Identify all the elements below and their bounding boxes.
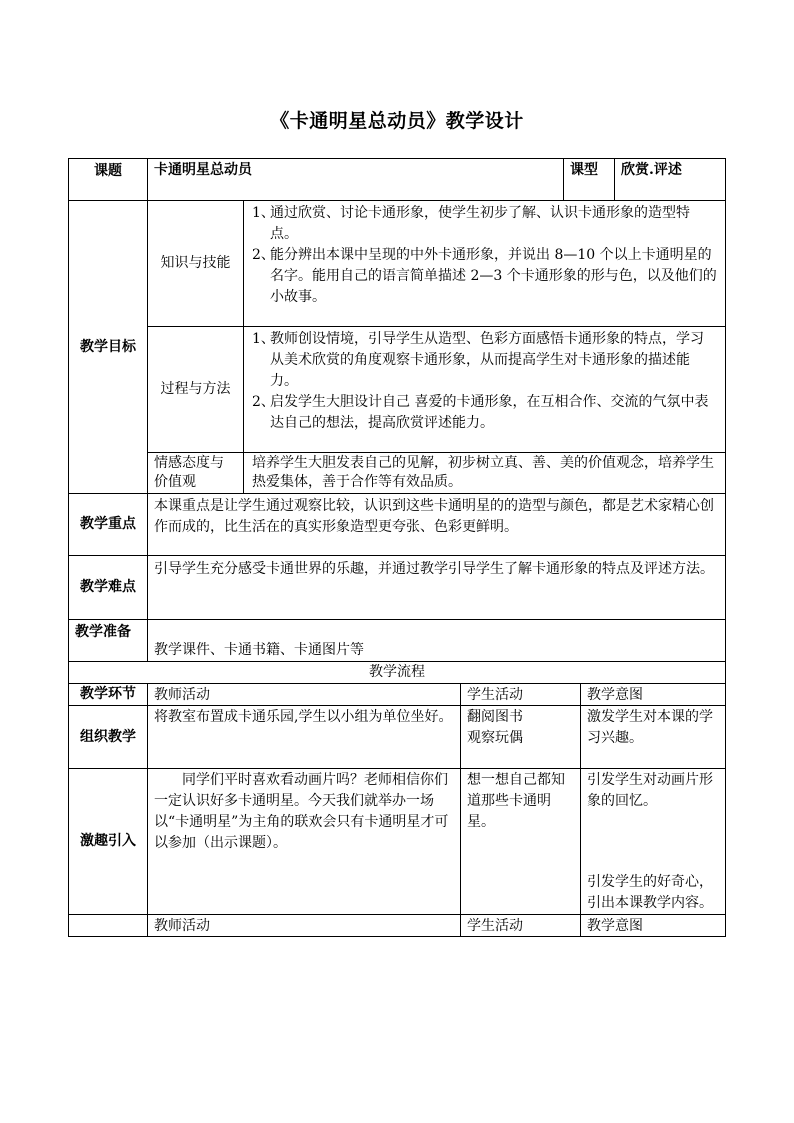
emotion-label: 情感态度与价值观 [154, 455, 224, 490]
type-value-cell [614, 158, 726, 201]
organize-student-2: 观察玩偶 [467, 730, 523, 746]
intro-student-cell [460, 768, 581, 915]
difficulty-label: 教学难点 [80, 579, 136, 595]
footer-intent: 教学意图 [580, 914, 726, 937]
emotion-content-cell [243, 452, 726, 494]
organize-student-cell [460, 705, 581, 769]
difficulty-text: 引导学生充分感受卡通世界的乐趣，并通过教学引导学生了解卡通形象的特点及评述方法。 [154, 561, 714, 577]
keypoint-content-cell [147, 493, 726, 556]
intro-intent-2: 引发学生的好奇心，引出本课教学内容。 [587, 874, 713, 911]
prep-text: 教学课件、卡通书籍、卡通图片等 [154, 642, 364, 658]
flow-title: 教学流程 [369, 664, 425, 680]
knowledge-item-2: 2、 能分辨出本课中呈现的中外卡通形象，并说出 8—10 个以上卡通明星的名字。能用自己的语言简单描述 2—3 个卡通形象的形与色，以及他们的小故事。 [252, 247, 717, 305]
knowledge-label: 知识与技能 [160, 255, 231, 271]
type-label-cell [563, 158, 615, 201]
topic-value: 卡通明星总动员 [154, 162, 252, 178]
type-label: 课型 [570, 162, 598, 178]
footer-stage-cell [68, 914, 148, 937]
type-value: 欣赏.评述 [621, 162, 682, 178]
prep-label-cell [68, 619, 148, 662]
emotion-label-cell [147, 452, 244, 494]
keypoint-label: 教学重点 [80, 516, 136, 532]
intro-intent-1: 引发学生对动画片形象的回忆。 [587, 772, 713, 809]
emotion-text: 培养学生大胆发表自己的见解，初步树立真、善、美的价值观念，培养学生热爱集体，善于合作等有效品质。 [252, 455, 714, 490]
prep-content-cell [147, 619, 726, 662]
organize-student-1: 翻阅图书 [467, 709, 523, 725]
flow-title-cell [68, 661, 726, 684]
process-item-1: 1、 教师创设情境，引导学生从造型、色彩方面感悟卡通形象的特点，学习从美术欣赏的角度观察卡通形象，从而提高学生对卡通形象的描述能力。 [252, 331, 704, 389]
process-content-cell [243, 326, 726, 453]
flow-header-teacher: 教师活动 [147, 683, 461, 706]
process-item-2: 2、 启发学生大胆设计自己 喜爱的卡通形象，在互相合作、交流的气氛中表达自己的想法，提高欣赏评述能力。 [252, 394, 709, 431]
process-label: 过程与方法 [160, 381, 231, 397]
organize-intent: 激发学生对本课的学习兴趣。 [587, 709, 713, 746]
topic-label: 课题 [94, 163, 122, 179]
flow-header-stage: 教学环节 [68, 683, 148, 706]
keypoint-label-cell [68, 493, 148, 556]
organize-intent-cell [580, 705, 726, 769]
topic-label-cell [68, 158, 148, 201]
footer-student: 学生活动 [460, 914, 581, 937]
intro-stage: 激趣引入 [80, 833, 136, 849]
keypoint-text: 本课重点是让学生通过观察比较，认识到这些卡通明星的的造型与颜色，都是艺术家精心创作而成的，比生活在的真实形象造型更夸张、色彩更鲜明。 [154, 498, 714, 535]
topic-value-cell [147, 158, 564, 201]
knowledge-content-cell [243, 200, 726, 327]
knowledge-item-1: 1、 通过欣赏、讨论卡通形象，使学生初步了解、认识卡通形象的造型特点。 [252, 205, 690, 242]
flow-header-student: 学生活动 [460, 683, 581, 706]
intro-teacher: 同学们平时喜欢看动画片吗？老师相信你们一定认识好多卡通明星。今天我们就举办一场以“卡通明星”为主角的联欢会只有卡通明星才可以参加（出示课题）。 [154, 772, 449, 851]
intro-teacher-cell [147, 768, 461, 915]
goals-label: 教学目标 [80, 338, 136, 355]
intro-student: 想一想自己都知道那些卡通明星。 [467, 772, 565, 830]
document-title: 《卡通明星总动员》教学设计 [270, 110, 524, 132]
organize-teacher: 将教室布置成卡通乐园,学生以小组为单位坐好。 [154, 709, 453, 725]
organize-stage: 组织教学 [80, 728, 136, 745]
knowledge-label-cell [147, 200, 244, 327]
intro-intent-cell [580, 768, 726, 915]
difficulty-label-cell [68, 555, 148, 620]
process-label-cell [147, 326, 244, 453]
organize-teacher-cell [147, 705, 461, 769]
intro-stage-cell [68, 768, 148, 915]
prep-label: 教学准备 [75, 624, 131, 640]
flow-header-intent: 教学意图 [580, 683, 726, 706]
difficulty-content-cell [147, 555, 726, 620]
organize-stage-cell [68, 705, 148, 769]
footer-teacher: 教师活动 [147, 914, 461, 937]
goals-label-cell [68, 200, 148, 494]
